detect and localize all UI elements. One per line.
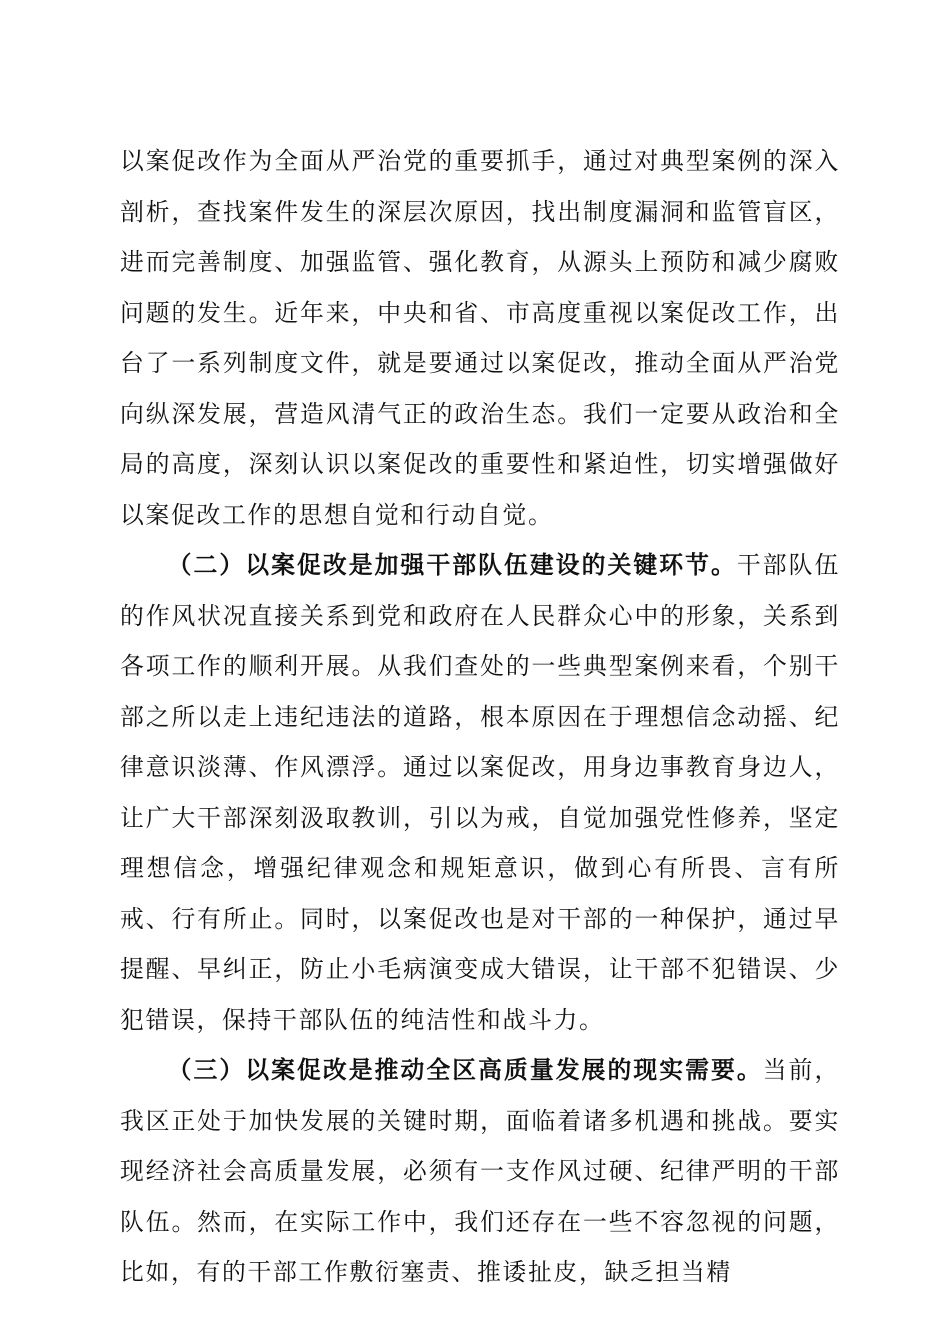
paragraph-3 [120,1045,840,1298]
paragraph-1 [120,136,840,540]
paragraph-3-body: 当前，我区正处于加快发展的关键时期，面临着诸多机遇和挑战。要实现经济社会高质量发展，必须有一支作风过硬、纪律严明的干部队伍。然而，在实际工作中，我们还存在一些不容忽视的问题，比如，有的干部工作敷衍塞责、推诿扯皮，缺乏担当精 [120,1056,840,1286]
paragraph-1-body: 以案促改作为全面从严治党的重要抓手，通过对典型案例的深入剖析，查找案件发生的深层次原因，找出制度漏洞和监管盲区，进而完善制度、加强监管、强化教育，从源头上预防和减少腐败问题的发生。近年来，中央和省、市高度重视以案促改工作，出台了一系列制度文件，就是要通过以案促改，推动全面从严治党向纵深发展，营造风清气正的政治生态。我们一定要从政治和全局的高度，深刻认识以案促改的重要性和紧迫性，切实增强做好以案促改工作的思想自觉和行动自觉。 [120,147,840,529]
paragraph-2 [120,540,840,1045]
document-body [120,136,840,1298]
section-heading-2: （二）以案促改是加强干部队伍建设的关键环节。 [167,551,737,579]
paragraph-2-body: 干部队伍的作风状况直接关系到党和政府在人民群众心中的形象，关系到各项工作的顺利开展。从我们查处的一些典型案例来看，个别干部之所以走上违纪违法的道路，根本原因在于理想信念动摇、纪律意识淡薄、作风漂浮。通过以案促改，用身边事教育身边人，让广大干部深刻汲取教训，引以为戒，自觉加强党性修养，坚定理想信念，增强纪律观念和规矩意识，做到心有所畏、言有所戒、行有所止。同时，以案促改也是对干部的一种保护，通过早提醒、早纠正，防止小毛病演变成大错误，让干部不犯错误、少犯错误，保持干部队伍的纯洁性和战斗力。 [120,551,840,1034]
section-heading-3: （三）以案促改是推动全区高质量发展的现实需要。 [167,1056,763,1084]
